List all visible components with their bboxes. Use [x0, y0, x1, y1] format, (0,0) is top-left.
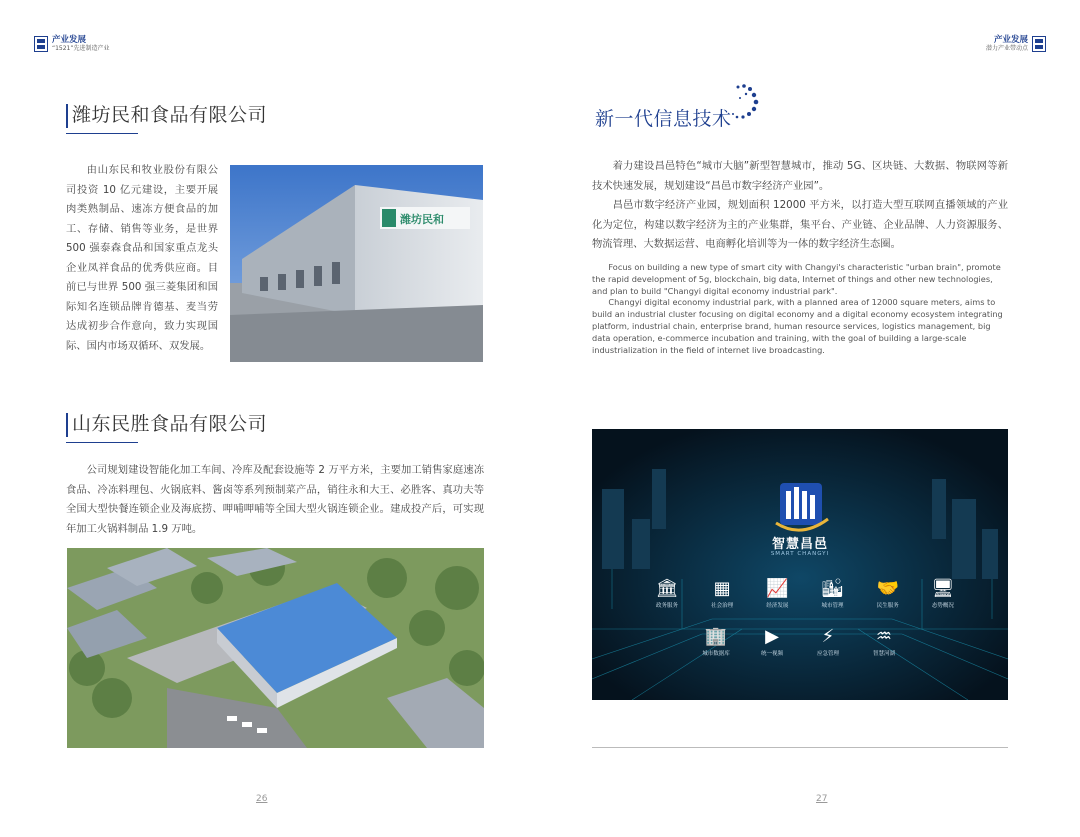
- it-body-en: Focus on building a new type of smart city with Changyi's characteristic "urban brain", promote the rapid development of 5g, blockchain, big data, Internet of things and other new technologies, and plan to build "Changyi digital economy industrial park". Changyi digital economy industrial park, with a planned area of 12000 square meters, aims to build an industrial cluster focusing on digital economy and a digital economy ecosystem integrating platform, industrial chain, enterprise brand, human resource services, logistics management, big data operation, e-commerce incubation and training, with the goal of building a large-scale industrialization in the field of internet live broadcasting.: [592, 262, 1003, 355]
- icon-item: [695, 577, 749, 609]
- header-right: [986, 36, 1046, 52]
- header-left: [34, 36, 110, 52]
- icon-label: 经济发展: [766, 603, 789, 609]
- river-icon: ♒: [875, 626, 893, 647]
- section-title-it: 新一代信息技术: [595, 108, 732, 130]
- building-data-icon: 🏢: [704, 626, 728, 647]
- it-body-cn: 着力建设昌邑特色“城市大脑”新型智慧城市，推动 5G、区块链、大数据、物联网等新技术快速发展，规划建设“昌邑市数字经济产业园”。 昌邑市数字经济产业园，规划面积 12000 平方米，以打造大型互联网直播领域的产业化为定位，构建以数字经济为主的产业集群，集平台、产业链、企业品牌、人力资源服务、物流管理、大数据运营、电商孵化培训等为一体的数字经济生态圈。: [592, 160, 1008, 250]
- icon-item: [640, 577, 694, 609]
- icon-item: [858, 625, 910, 657]
- icon-label: 民生服务: [876, 603, 899, 609]
- minhe-factory-photo: [230, 165, 483, 362]
- social-governance-icon: ▦: [713, 578, 731, 599]
- smart-changyi-brand-en: SMART CHANGYI: [770, 551, 830, 557]
- header-left-title: 产业发展: [52, 35, 87, 45]
- icon-label: 社会治理: [711, 603, 734, 609]
- icon-label: 政务服务: [655, 603, 678, 609]
- dots-decoration-icon: [730, 84, 760, 124]
- section-title-minhe: 潍坊民和食品有限公司: [66, 104, 267, 128]
- icon-label: 统一视频: [760, 651, 783, 657]
- brand-logo-icon: [1032, 36, 1046, 52]
- bottom-rule: [592, 747, 1008, 748]
- minhe-body: 由山东民和牧业股份有限公司投资 10 亿元建设，主要开展肉类熟制品、速冻方便食品的加工、存储、销售等业务，是世界 500 强泰森食品和国家重点龙头企业凤祥食品的优秀供应商。目前已与世界 500 强三菱集团和国际知名连锁品牌肯德基、麦当劳达成初步合作意向，致力实现国际、国内市场双循环、双发展。: [66, 164, 218, 352]
- smart-changyi-image: [592, 429, 1008, 700]
- icon-label: 应急管理: [816, 651, 839, 657]
- icon-row-1: [640, 577, 970, 609]
- section-title-minsheng: 山东民胜食品有限公司: [66, 413, 267, 437]
- icon-item: [750, 577, 804, 609]
- city-management-icon: 🏙: [821, 578, 844, 599]
- icon-item: [746, 625, 798, 657]
- government-icon: 🏛: [655, 578, 679, 599]
- page-number-right: 27: [816, 794, 828, 804]
- monitor-icon: 🖥: [931, 578, 955, 599]
- icon-label: 智慧河湖: [872, 651, 895, 657]
- page-number-left: 26: [256, 794, 268, 804]
- brand-logo-icon: [34, 36, 48, 52]
- emergency-icon: ⚡: [821, 626, 835, 647]
- header-left-subtitle: “1521”先进制造产业: [52, 44, 110, 52]
- header-right-subtitle: 潜力产业带动点: [985, 44, 1028, 52]
- title-underline: [66, 442, 138, 443]
- icon-item: [861, 577, 915, 609]
- icon-item: [802, 625, 854, 657]
- icon-row-2: [690, 625, 910, 657]
- icon-item: [916, 577, 970, 609]
- minsheng-factory-rendering: [67, 548, 484, 748]
- video-icon: ▶: [765, 626, 779, 647]
- icon-label: 态势概况: [931, 603, 954, 609]
- handshake-icon: 🤝: [876, 578, 899, 599]
- title-underline: [66, 133, 138, 134]
- header-right-title: 产业发展: [993, 35, 1028, 45]
- icon-label: 城市数据库: [702, 651, 730, 657]
- minsheng-body: 公司规划建设智能化加工车间、冷库及配套设施等 2 万平方米，主要加工销售家庭速冻食品、冷冻料理包、火锅底料、酱卤等系列预制菜产品，销往永和大王、必胜客、真功夫等全国大型快餐连锁企业及海底捞、呷哺呷哺等全国大型火锅连锁企业。建成投产后，可实现年加工火锅料制品 1.9 万吨。: [66, 464, 484, 535]
- building-sign-text: 潍坊民和: [400, 214, 444, 226]
- icon-item: [806, 577, 860, 609]
- icon-item: [690, 625, 742, 657]
- icon-label: 城市管理: [821, 603, 844, 609]
- economy-chart-icon: 📈: [766, 578, 789, 599]
- smart-changyi-brand: 智慧昌邑: [771, 537, 828, 552]
